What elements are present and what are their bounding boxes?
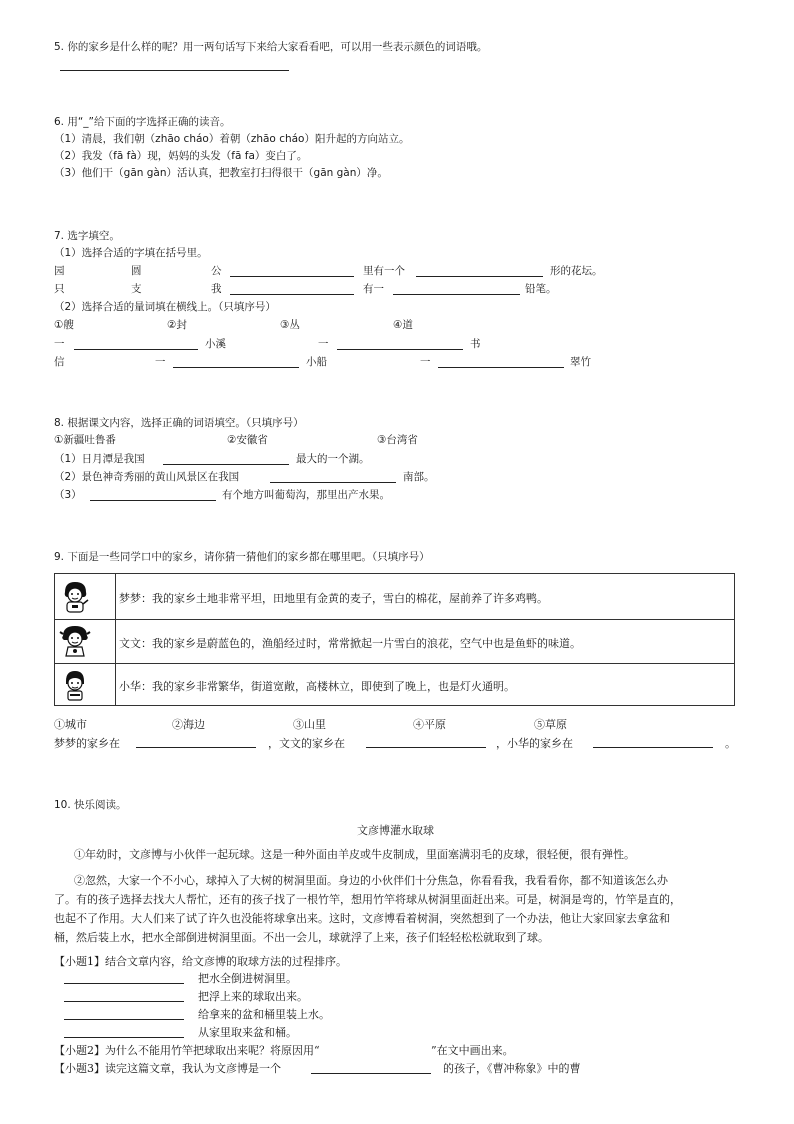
subquestion-2-a: 【小题2】为什么不能用竹竿把球取出来呢？将原因用“ [54, 1044, 320, 1057]
q7-yi-1: 一 [54, 338, 65, 350]
subquestion-2-b: ”在文中画出来。 [431, 1044, 514, 1057]
q7-char-zhi1: 只 [54, 283, 65, 295]
q9-row-text: 梦梦：我的家乡土地非常平坦，田地里有金黄的麦子，雪白的棉花，屋前养了许多鸡鸭。 [119, 592, 548, 605]
q9-option-2: ②海边 [172, 718, 205, 731]
child-avatar-icon [59, 668, 91, 702]
q8-blank-1[interactable] [163, 464, 289, 465]
child-avatar-icon [59, 580, 91, 614]
subquestion-1: 【小题1】结合文章内容，给文彦博的取球方法的过程排序。 [54, 955, 347, 968]
q5-answer-line[interactable] [60, 70, 289, 71]
q7-word-shu: 书 [470, 338, 481, 350]
q7-blank-7[interactable] [173, 367, 299, 368]
q9-blank-mengmeng[interactable] [136, 747, 256, 748]
q6-line-1: （1）清晨，我们朝（zhāo cháo）着朝（zhāo cháo）阳升起的方向站立。 [54, 133, 410, 145]
q7-sub-1: （1）选择合适的字填在括号里。 [54, 247, 208, 259]
q7-word-cuizhu: 翠竹 [570, 356, 591, 368]
q7-text-qianbi: 铅笔。 [525, 283, 557, 295]
subquestion-3-blank[interactable] [311, 1073, 431, 1074]
q9-row-text: 小华：我的家乡非常繁华，街道宽敞，高楼林立，即使到了晚上，也是灯火通明。 [119, 680, 515, 693]
q7-text-wo: 我 [211, 283, 222, 295]
q7-blank-2[interactable] [416, 276, 543, 277]
q9-answer-wenwen-label: ，文文的家乡在 [268, 737, 345, 750]
passage-paragraph-1: ①年幼时，文彦博与小伙伴一起玩球。这是一种外面由羊皮或牛皮制成，里面塞满羽毛的皮球，很轻便，很有弹性。 [74, 848, 635, 861]
order-blank-4[interactable] [64, 1037, 184, 1038]
q7-option-3: ③丛 [280, 319, 300, 331]
q8-line-3-a: （3） [54, 489, 82, 501]
q9-answer-xiaohua-label: ，小华的家乡在 [496, 737, 573, 750]
child-avatar-icon [59, 624, 91, 658]
q9-blank-xiaohua[interactable] [593, 747, 713, 748]
q9-option-1: ①城市 [54, 718, 87, 731]
step-fetch-buckets: 从家里取来盆和桶。 [198, 1026, 297, 1039]
q7-word-xin: 信 [54, 356, 65, 368]
q9-answer-mengmeng-label: 梦梦的家乡在 [54, 737, 120, 750]
q8-option-2: ②安徽省 [227, 434, 268, 446]
q9-title: 9. 下面是一些同学口中的家乡，请你猜一猜他们的家乡都在哪里吧。（只填序号） [54, 551, 430, 563]
q8-line-2-a: （2）景色神奇秀丽的黄山风景区在我国 [54, 471, 240, 483]
q7-word-xiaoxi: 小溪 [205, 338, 226, 350]
q7-option-2: ②封 [167, 319, 187, 331]
q7-word-xiaochuan: 小船 [306, 356, 327, 368]
q8-blank-3[interactable] [90, 500, 216, 501]
q9-row-text: 文文：我的家乡是蔚蓝色的，渔船经过时，常常掀起一片雪白的浪花，空气中也是鱼虾的味道。 [119, 637, 581, 650]
q9-option-3: ③山里 [293, 718, 326, 731]
q9-blank-wenwen[interactable] [366, 747, 486, 748]
passage-paragraph-2-line-2: 了。有的孩子选择去找大人帮忙，还有的孩子找了一根竹竿，想用竹竿将球从树洞里面赶出来。可是，树洞是弯的，竹竿是直的， [54, 893, 681, 906]
q7-blank-6[interactable] [337, 349, 463, 350]
step-take-ball: 把浮上来的球取出来。 [198, 990, 308, 1003]
passage-paragraph-2-line-4: 桶，然后装上水，把水全部倒进树洞里面。不出一会儿，球就浮了上来，孩子们轻轻松松就取到了球。 [54, 931, 549, 944]
q8-line-2-b: 南部。 [403, 471, 435, 483]
subquestion-3-a: 【小题3】读完这篇文章，我认为文彦博是一个 [54, 1062, 281, 1075]
q7-text-gong: 公 [211, 265, 222, 277]
step-fill-water: 给拿来的盆和桶里装上水。 [198, 1008, 330, 1021]
q7-text-youyi: 有一 [363, 283, 384, 295]
q9-row-mengmeng [55, 574, 734, 620]
q7-text-huatan: 形的花坛。 [550, 265, 603, 277]
subquestion-3-b: 的孩子，《曹冲称象》中的曹 [443, 1062, 581, 1075]
q10-title: 10. 快乐阅读。 [54, 799, 127, 811]
q7-char-yuan2: 圆 [131, 265, 142, 277]
q7-sub-2: （2）选择合适的量词填在横线上。（只填序号） [54, 301, 276, 313]
q7-text-liyouyige: 里有一个 [363, 265, 405, 277]
q8-line-3-b: 有个地方叫葡萄沟，那里出产水果。 [222, 489, 390, 501]
q9-row-wenwen [55, 620, 734, 664]
q7-blank-8[interactable] [438, 367, 564, 368]
order-blank-2[interactable] [64, 1001, 184, 1002]
q9-period: 。 [725, 737, 736, 750]
q9-option-4: ④平原 [413, 718, 446, 731]
q7-yi-4: 一 [420, 356, 431, 368]
passage-paragraph-2-line-1: ②忽然，大家一个不小心，球掉入了大树的树洞里面。身边的小伙伴们十分焦急，你看看我，我看看你，都不知道该怎么办 [74, 874, 668, 887]
passage-paragraph-2-line-3: 也起不了作用。大人们来了试了许久也没能将球拿出来。这时，文彦博看着树洞，突然想到了一个办法，他让大家回家去拿盆和 [54, 912, 670, 925]
order-blank-3[interactable] [64, 1019, 184, 1020]
q7-blank-4[interactable] [393, 294, 520, 295]
q7-blank-1[interactable] [230, 276, 354, 277]
passage-title: 文彦博灌水取球 [357, 824, 434, 837]
q9-row-xiaohua [55, 664, 734, 707]
q5-prompt: 5. 你的家乡是什么样的呢？用一两句话写下来给大家看看吧，可以用一些表示颜色的词语哦。 [54, 41, 488, 53]
q7-option-1: ①艘 [54, 319, 74, 331]
q8-title: 8. 根据课文内容，选择正确的词语填空。（只填序号） [54, 417, 304, 429]
q7-title: 7. 选字填空。 [54, 230, 120, 242]
q8-blank-2[interactable] [270, 482, 396, 483]
q8-line-1-b: 最大的一个湖。 [296, 453, 370, 465]
q8-option-3: ③台湾省 [377, 434, 418, 446]
q7-option-4: ④道 [393, 319, 413, 331]
step-pour-water: 把水全倒进树洞里。 [198, 972, 297, 985]
order-blank-1[interactable] [64, 983, 184, 984]
q8-line-1-a: （1）日月潭是我国 [54, 453, 145, 465]
q7-yi-2: 一 [318, 338, 329, 350]
q9-option-5: ⑤草原 [534, 718, 567, 731]
q6-line-3: （3）他们干（gān gàn）活认真，把教室打扫得很干（gān gàn）净。 [54, 167, 388, 179]
q6-line-2: （2）我发（fā fà）现，妈妈的头发（fā fa）变白了。 [54, 150, 308, 162]
q7-char-yuan1: 园 [54, 265, 65, 277]
q9-table [54, 573, 735, 706]
q7-char-zhi2: 支 [131, 283, 142, 295]
q7-blank-5[interactable] [74, 349, 198, 350]
q7-yi-3: 一 [155, 356, 166, 368]
q6-title: 6. 用“_”给下面的字选择正确的读音。 [54, 116, 231, 128]
q7-blank-3[interactable] [230, 294, 354, 295]
q8-option-1: ①新疆吐鲁番 [54, 434, 116, 446]
